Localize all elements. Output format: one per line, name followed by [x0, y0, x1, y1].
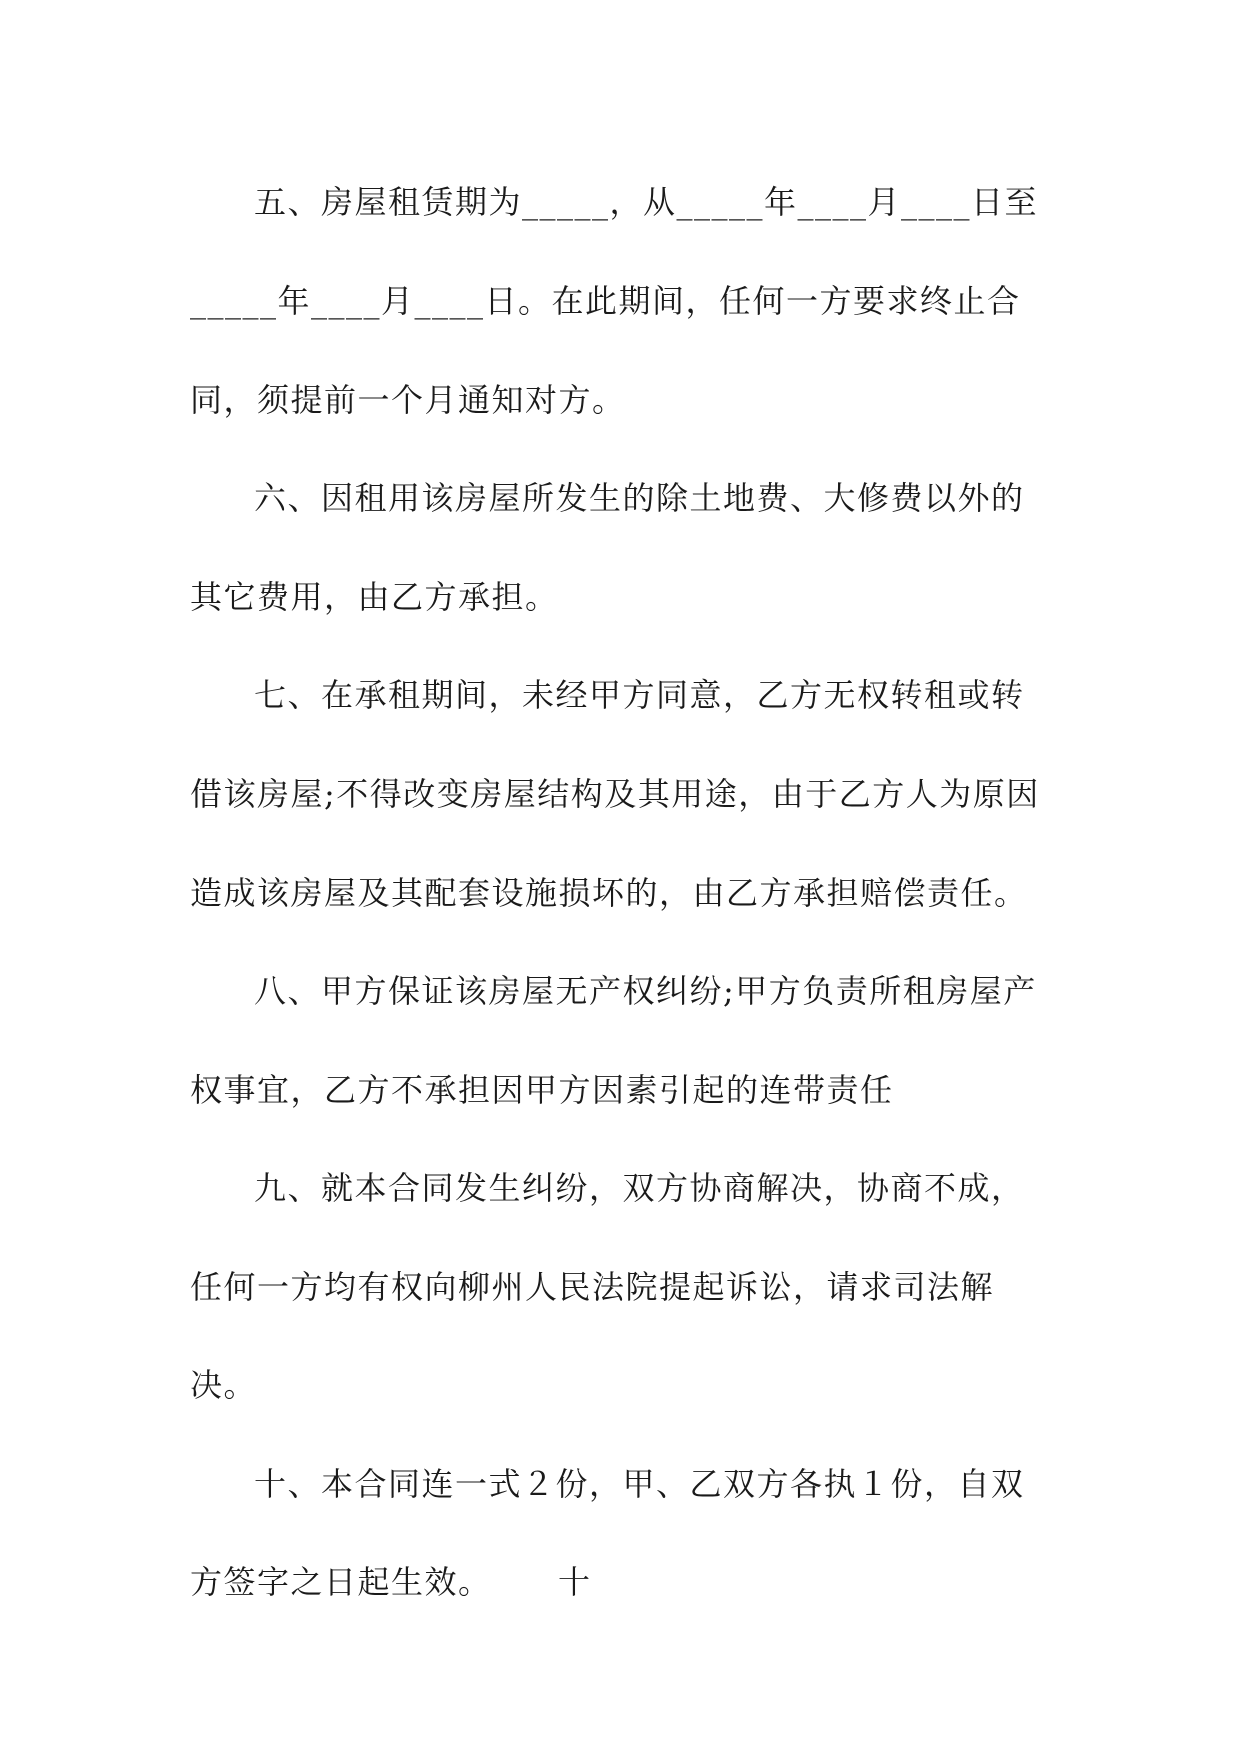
clause-9-line-1: 九、就本合同发生纠纷，双方协商解决，协商不成，: [254, 1169, 1025, 1207]
clause-7-line-2: 借该房屋;不得改变房屋结构及其用途，由于乙方人为原因: [190, 775, 1040, 813]
clause-8-line-2: 权事宜，乙方不承担因甲方因素引起的连带责任: [190, 1071, 894, 1109]
clause-5-line-3: 同，须提前一个月通知对方。: [190, 381, 626, 419]
clause-7-line-3: 造成该房屋及其配套设施损坏的，由乙方承担赔偿责任。: [190, 874, 1028, 912]
clause-5-line-2: _____年____月____日。在此期间，任何一方要求终止合: [190, 282, 1021, 320]
trailing-character: 十: [558, 1563, 592, 1601]
clause-6-line-1: 六、因租用该房屋所发生的除土地费、大修费以外的: [254, 479, 1025, 517]
clause-9-line-2: 任何一方均有权向柳州人民法院提起诉讼，请求司法解: [190, 1268, 995, 1306]
clause-6-line-2: 其它费用，由乙方承担。: [190, 578, 559, 616]
clause-7-line-1: 七、在承租期间，未经甲方同意，乙方无权转租或转: [254, 676, 1025, 714]
clause-8-line-1: 八、甲方保证该房屋无产权纠纷;甲方负责所租房屋产: [254, 972, 1037, 1010]
clause-9-line-3: 决。: [190, 1366, 258, 1404]
clause-10-line-1: 十、本合同连一式２份，甲、乙双方各执１份，自双: [254, 1465, 1025, 1503]
clause-10-line-2: 方签字之日起生效。: [190, 1563, 492, 1601]
clause-5-line-1: 五、房屋租赁期为_____，从_____年____月____日至: [254, 183, 1039, 221]
